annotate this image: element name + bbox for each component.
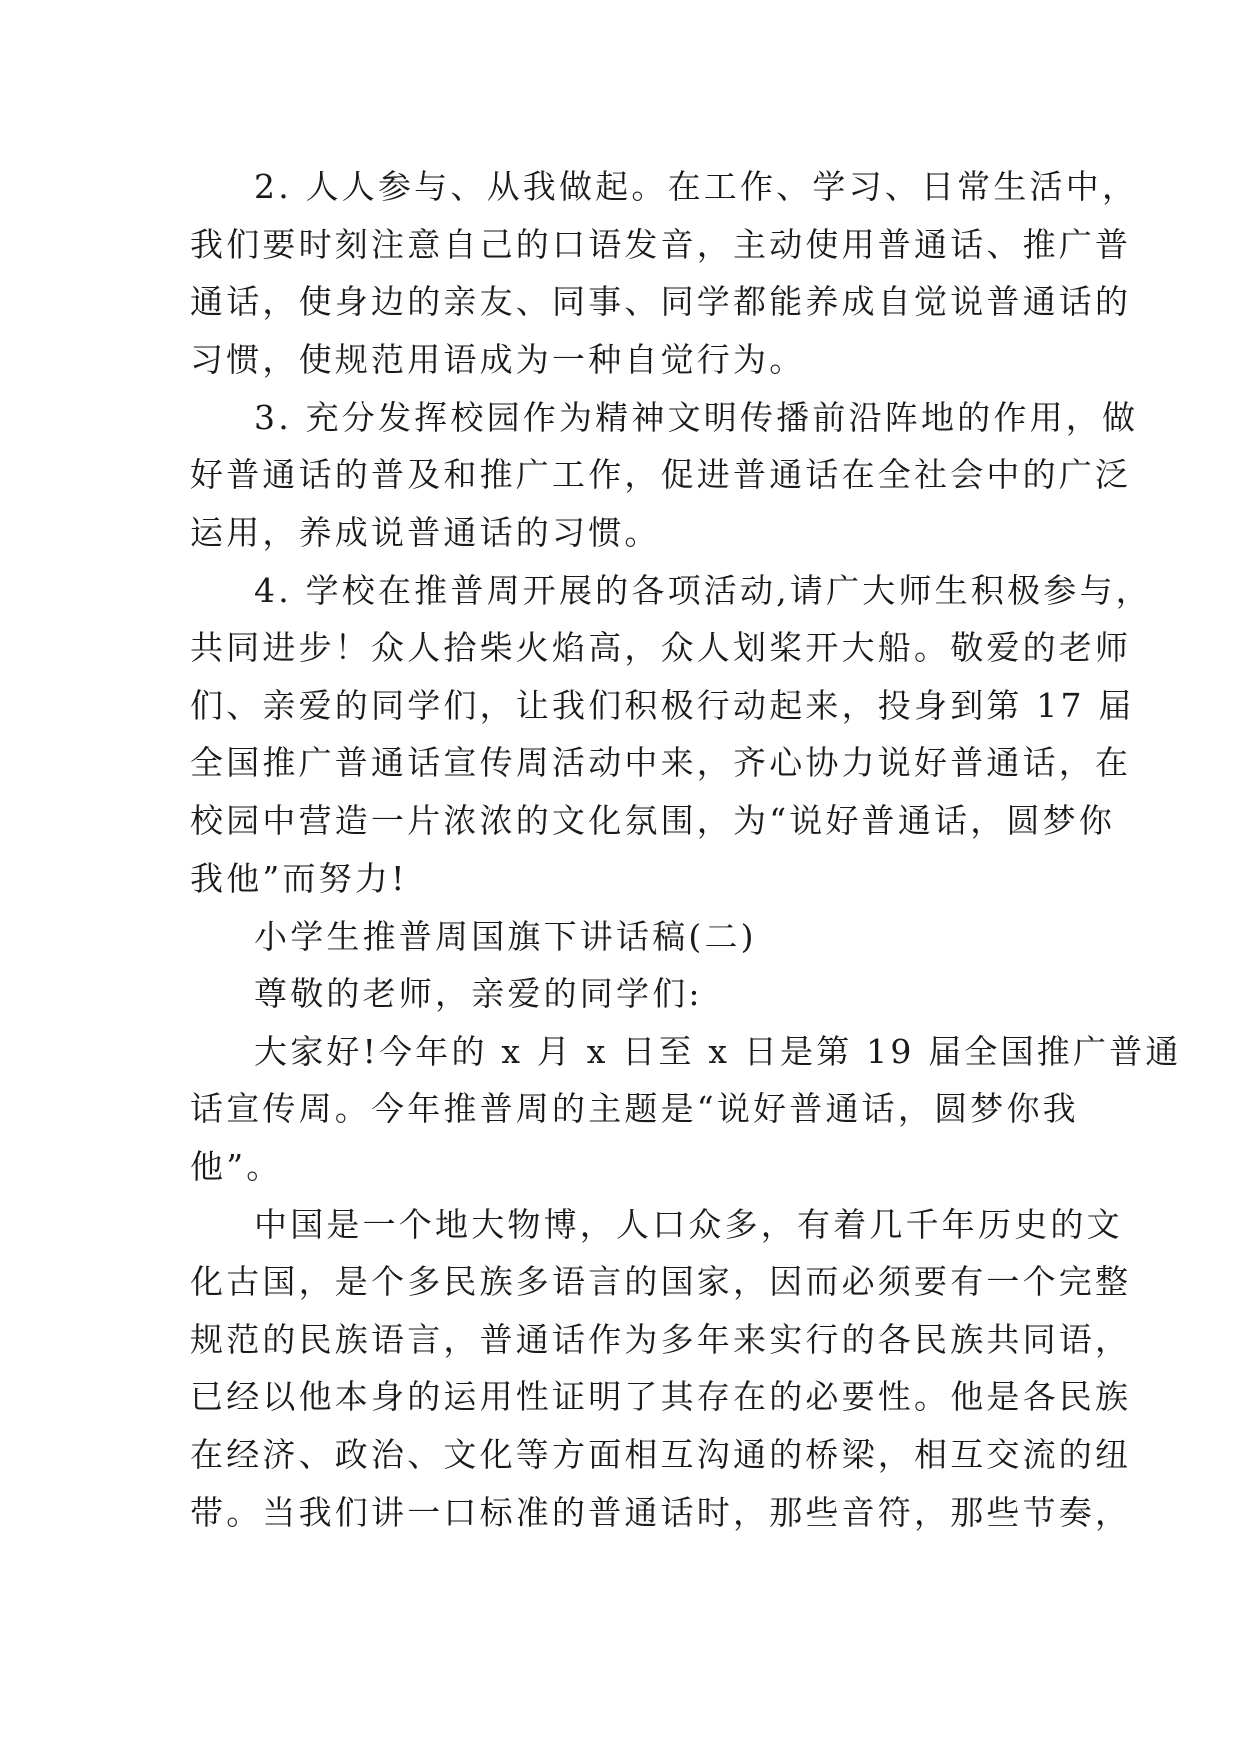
greeting-line-3: 他”。 xyxy=(190,1147,283,1186)
salutation: 尊敬的老师，亲爱的同学们: xyxy=(254,974,703,1013)
paragraph-2-line-3: 通话，使身边的亲友、同事、同学都能养成自觉说普通话的 xyxy=(190,282,1132,321)
body-paragraph-line-1: 中国是一个地大物博，人口众多，有着几千年历史的文 xyxy=(254,1205,1123,1244)
greeting-line-2: 话宣传周。今年推普周的主题是“说好普通话，圆梦你我 xyxy=(190,1089,1079,1128)
paragraph-4-line-5: 校园中营造一片浓浓的文化氛围，为“说好普通话，圆梦你 xyxy=(190,801,1116,840)
paragraph-4-line-1: 4. 学校在推普周开展的各项活动,请广大师生积极参与， xyxy=(254,571,1152,610)
paragraph-2-line-1: 2. 人人参与、从我做起。在工作、学习、日常生活中， xyxy=(254,167,1139,206)
paragraph-2-line-4: 习惯，使规范用语成为一种自觉行为。 xyxy=(190,340,806,379)
paragraph-3-line-3: 运用，养成说普通话的习惯。 xyxy=(190,513,661,552)
paragraph-4-line-3: 们、亲爱的同学们，让我们积极行动起来，投身到第 17 届 xyxy=(190,686,1135,725)
body-paragraph-line-3: 规范的民族语言，普通话作为多年来实行的各民族共同语， xyxy=(190,1320,1132,1359)
body-paragraph-line-4: 已经以他本身的运用性证明了其存在的必要性。他是各民族 xyxy=(190,1377,1132,1416)
paragraph-3-line-2: 好普通话的普及和推广工作，促进普通话在全社会中的广泛 xyxy=(190,455,1132,494)
body-paragraph-line-6: 带。当我们讲一口标准的普通话时，那些音符，那些节奏， xyxy=(190,1493,1132,1532)
greeting-line-1: 大家好!今年的 x 月 x 日至 x 日是第 19 届全国推广普通 xyxy=(254,1032,1182,1071)
body-paragraph-line-2: 化古国，是个多民族多语言的国家，因而必须要有一个完整 xyxy=(190,1262,1132,1301)
paragraph-4-line-4: 全国推广普通话宣传周活动中来，齐心协力说好普通话，在 xyxy=(190,743,1132,782)
section-title: 小学生推普周国旗下讲话稿(二) xyxy=(254,917,757,956)
paragraph-4-line-6: 我他”而努力! xyxy=(190,859,408,898)
paragraph-2-line-2: 我们要时刻注意自己的口语发音，主动使用普通话、推广普 xyxy=(190,225,1132,264)
paragraph-3-line-1: 3. 充分发挥校园作为精神文明传播前沿阵地的作用，做 xyxy=(254,398,1139,437)
paragraph-4-line-2: 共同进步！众人拾柴火焰高，众人划桨开大船。敬爱的老师 xyxy=(190,628,1132,667)
body-paragraph-line-5: 在经济、政治、文化等方面相互沟通的桥梁，相互交流的纽 xyxy=(190,1435,1132,1474)
